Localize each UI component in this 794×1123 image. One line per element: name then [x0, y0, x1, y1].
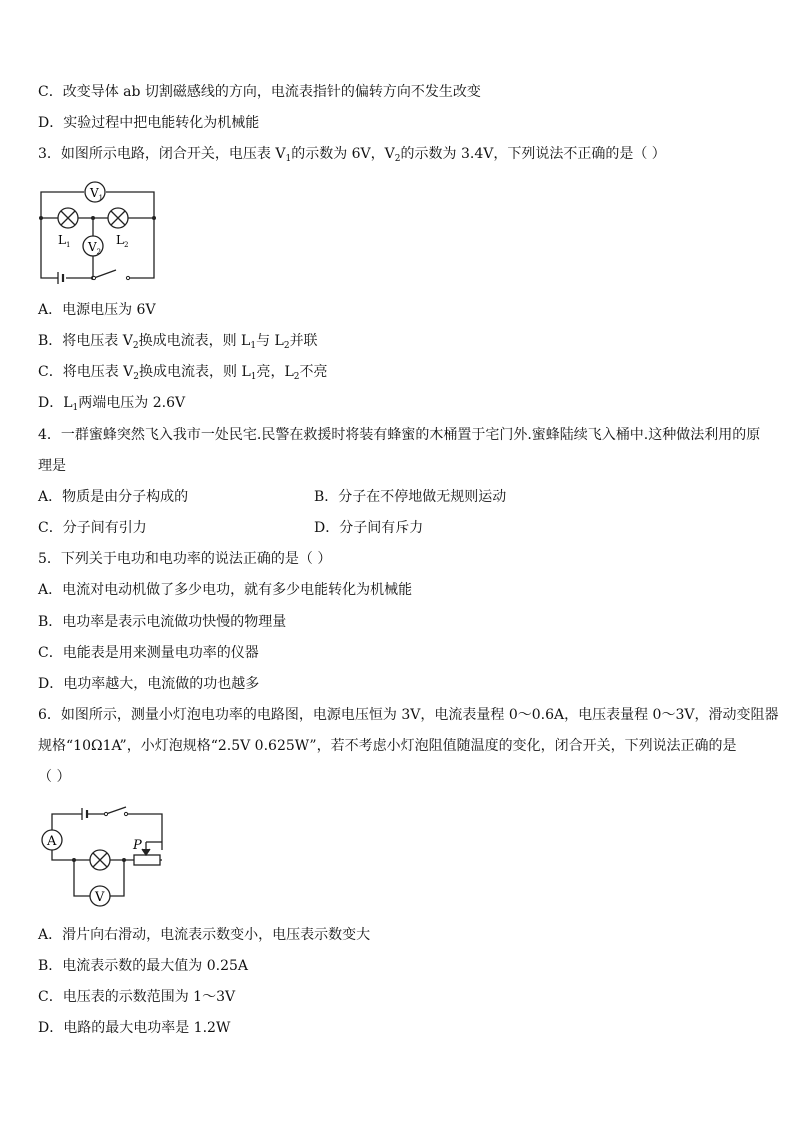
q6-circuit-diagram: [38, 804, 168, 908]
q3-sub1: 1: [285, 154, 292, 164]
question-6-stem-line2: 规格“10Ω1A”，小灯泡规格“2.5V 0.625W”，若不考虑小灯泡阻值随温度的变化，闭合开关，下列说法正确的是: [38, 738, 737, 754]
q6-option-a: A．滑片向右滑动，电流表示数变小，电压表示数变大: [38, 927, 371, 943]
q3-stem-c: 的示数为 3.4V，下列说法不正确的是（ ）: [400, 146, 666, 162]
q3-stem-a: 3．如图所示电路，闭合开关，电压表 V: [38, 146, 286, 162]
q4-option-b: B．分子在不停地做无规则运动: [314, 489, 507, 505]
question-5-stem: 5．下列关于电功和电功率的说法正确的是（ ）: [38, 551, 332, 567]
q6-slider-label: P: [133, 838, 142, 853]
q3-option-b: B．将电压表 $V_2$换成电流表，则 $L_1$与 $L_2$并联: [38, 333, 318, 351]
question-4-stem-line2: 理是: [38, 458, 66, 474]
q6-option-b: B．电流表示数的最大值为 0.25A: [38, 958, 249, 974]
q3-option-a: A．电源电压为 6V: [38, 302, 156, 318]
q3-v2-label: $V_2$: [88, 240, 102, 256]
q3-v1-label: $V_1$: [90, 186, 104, 202]
q3-circuit-diagram: [36, 178, 160, 284]
q4-option-c: C．分子间有引力: [38, 520, 147, 536]
q6-circuit-svg: [38, 804, 168, 908]
option-d-prev: D．实验过程中把电能转化为机械能: [38, 115, 260, 131]
q5-option-d: D．电功率越大，电流做的功也越多: [38, 676, 260, 692]
q5-option-b: B．电功率是表示电流做功快慢的物理量: [38, 614, 287, 630]
question-6-stem-line1: 6．如图所示，测量小灯泡电功率的电路图，电源电压恒为 3V，电流表量程 0～0.6A，电压表量程 0～3V，滑动变阻器: [38, 707, 779, 723]
q5-option-c: C．电能表是用来测量电功率的仪器: [38, 645, 259, 661]
q6-ammeter-label: A: [47, 834, 57, 849]
q3-stem-b: 的示数为 6V，V: [291, 146, 395, 162]
q6-option-d: D．电路的最大电功率是 1.2W: [38, 1020, 231, 1036]
q3-option-c: C．将电压表 $V_2$换成电流表，则 $L_1$亮，$L_2$不亮: [38, 364, 328, 382]
q4-option-d: D．分子间有斥力: [314, 520, 424, 536]
q3-l1-label: $L_1$: [58, 233, 71, 249]
q6-option-c: C．电压表的示数范围为 1～3V: [38, 989, 236, 1005]
q3-circuit-svg: [36, 178, 160, 284]
q5-option-a: A．电流对电动机做了多少电功，就有多少电能转化为机械能: [38, 582, 413, 598]
q6-voltmeter-label: V: [95, 890, 105, 905]
q4-option-a: A．物质是由分子构成的: [38, 489, 189, 505]
question-4-stem-line1: 4．一群蜜蜂突然飞入我市一处民宅.民警在救援时将装有蜂蜜的木桶置于宅门外.蜜蜂陆续飞入桶中.这种做法利用的原: [38, 427, 761, 443]
q3-l2-label: $L_2$: [116, 233, 129, 249]
q3-sub2: 2: [394, 154, 401, 164]
question-3-stem: [38, 144, 666, 169]
option-c-prev: C．改变导体 ab 切割磁感线的方向，电流表指针的偏转方向不发生改变: [38, 84, 481, 100]
q3-option-d: D．$L_1$两端电压为 2.6V: [38, 395, 186, 413]
question-6-stem-line3: （ ）: [38, 769, 71, 785]
